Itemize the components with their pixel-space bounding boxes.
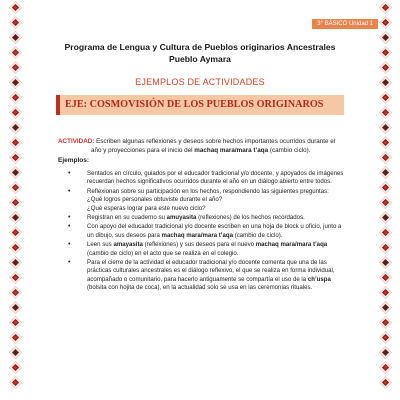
border-motif xyxy=(9,151,22,164)
example-item: • Con apoyo del educador tradicional y/o docente escriben en una hoja de block u oficio, junto a un dibujo, sus deseos para machaq mara/mara t’aqa (cambio de ciclo). xyxy=(68,223,346,240)
program-title: Programa de Lengua y Cultura de Pueblos originarios Ancestrales xyxy=(64,42,336,52)
border-motif xyxy=(379,136,392,149)
activity-description xyxy=(58,138,348,156)
example-item: • Sentados en círculo, guiados por el educador tradicional y/o docente, y apoyados de imágenes recuerdan hechos significativos ocurridos durante el año en un diálogo abierto entre todos. xyxy=(68,170,346,187)
border-motif xyxy=(379,121,392,134)
example-question: ¿Qué esperas lograr para este nuevo ciclo? xyxy=(87,204,206,212)
border-motif xyxy=(9,1,22,14)
border-motif xyxy=(9,376,22,389)
border-motif xyxy=(9,16,22,29)
border-motif xyxy=(379,346,392,359)
border-motif xyxy=(379,256,392,269)
example-item: • Para el cierre de la actividad el educador tradicional y/o docente comenta que una de las prácticas culturales ancestrales es el diálogo reflexivo, el que se realiza en forma individual, acompañado o comunitario, para hacerlo antiguamente se compartía el uso de la ch’uspa (bolsita con hojita de coca), en la actualidad solo se usa en las ceremonias rituales. xyxy=(68,259,346,293)
eje-title: EJE: COSMOVISIÓN DE LOS PUEBLOS ORIGINAROS xyxy=(65,99,324,110)
border-motif xyxy=(379,301,392,314)
border-motif xyxy=(9,241,22,254)
document-header xyxy=(0,42,400,64)
border-motif xyxy=(9,331,22,344)
border-motif xyxy=(9,361,22,374)
border-motif xyxy=(379,1,392,14)
border-motif xyxy=(9,301,22,314)
border-motif xyxy=(379,271,392,284)
activity-text-line2: año y proyecciones para el inicio del machaq mara/mara t’aqa (cambio ciclo). xyxy=(91,146,311,154)
border-motif xyxy=(9,121,22,134)
border-motif xyxy=(379,16,392,29)
example-question: ¿Qué logros personales obtuviste durante el año? xyxy=(87,196,223,204)
border-motif xyxy=(379,331,392,344)
example-item: • Leen sus amayasita (reflexiones) y sus deseos para el nuevo machaq mara/mara t’aqa (cambio de ciclo) en el acto que se realiza en el colegio. xyxy=(68,241,346,258)
examples-label: Ejemplos: xyxy=(58,157,90,164)
examples-list xyxy=(68,170,346,294)
people-title: Pueblo Aymara xyxy=(169,54,231,64)
grade-unit-badge: 3° BÁSICO Unidad 1 xyxy=(312,19,378,29)
border-motif xyxy=(379,376,392,389)
border-motif xyxy=(9,211,22,224)
border-motif xyxy=(379,151,392,164)
border-motif xyxy=(9,286,22,299)
border-motif xyxy=(9,316,22,329)
border-motif xyxy=(379,91,392,104)
border-motif xyxy=(9,271,22,284)
example-item: • Reflexionan sobre su participación en los hechos, respondiendo las siguientes preguntas: ¿Qué logros personales obtuviste durante el año? ¿Qué esperas lograr para este nuevo ciclo? xyxy=(68,188,346,213)
border-motif xyxy=(9,166,22,179)
border-motif xyxy=(379,286,392,299)
border-motif xyxy=(9,91,22,104)
border-motif xyxy=(379,106,392,119)
border-motif xyxy=(379,166,392,179)
border-motif xyxy=(379,361,392,374)
border-motif xyxy=(379,211,392,224)
section-title: EJEMPLOS DE ACTIVIDADES xyxy=(135,77,265,87)
border-motif xyxy=(9,196,22,209)
border-motif xyxy=(9,136,22,149)
activity-label: ACTIVIDAD: xyxy=(58,138,95,145)
border-motif xyxy=(9,256,22,269)
border-motif xyxy=(9,106,22,119)
border-motif xyxy=(379,196,392,209)
example-item: • Registran en su cuaderno su amuyasita (reflexiones) de los hechos recordados. xyxy=(68,214,346,222)
border-motif xyxy=(9,346,22,359)
border-motif xyxy=(9,181,22,194)
border-motif xyxy=(379,181,392,194)
border-motif xyxy=(379,316,392,329)
eje-banner xyxy=(56,95,344,115)
activity-text-line1: Escriben algunas reflexiones y deseos sobre hechos importantes ocurridos durante el xyxy=(96,138,336,145)
border-motif xyxy=(379,241,392,254)
border-motif xyxy=(9,226,22,239)
border-motif xyxy=(379,226,392,239)
